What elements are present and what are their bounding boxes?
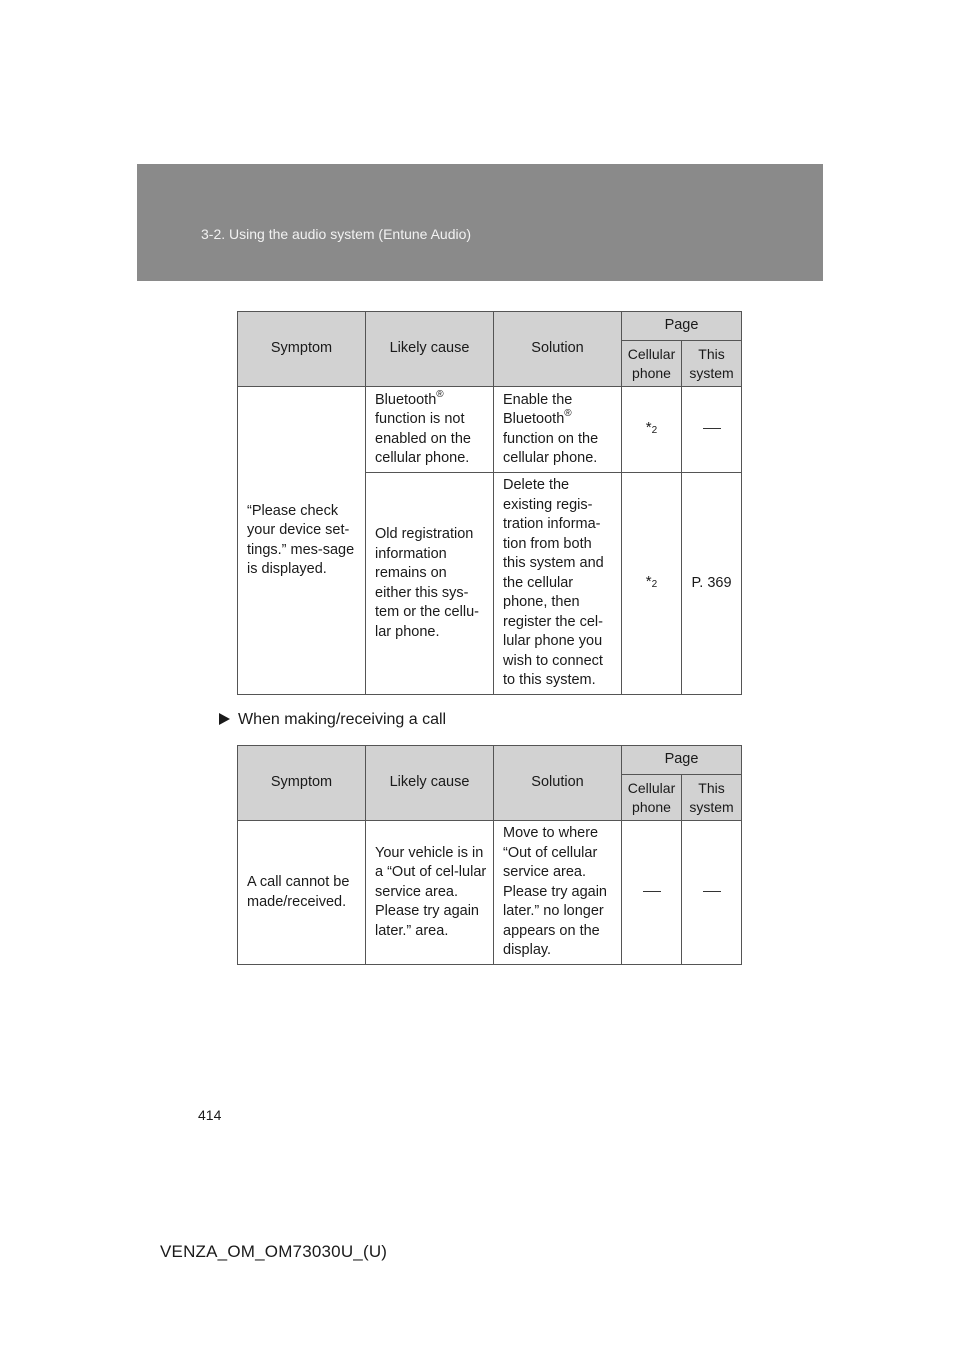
solution-cell [494, 387, 622, 473]
cause-cell: Old registration information remains on either this sys-tem or the cellu-lar phone. [366, 473, 494, 695]
subsection-heading-text: When making/receiving a call [238, 711, 447, 728]
triangle-bullet-icon [219, 713, 230, 725]
cause-cell [366, 387, 494, 473]
solution-text-rest: function on the cellular phone. [503, 430, 599, 466]
footnote-marker: $*_2$ [645, 573, 658, 591]
header-solution: Solution [494, 312, 622, 387]
cellular-page-cell [622, 387, 682, 473]
header-symptom: Symptom [238, 746, 366, 821]
not-applicable-dash [703, 428, 721, 429]
header-page: Page [622, 312, 742, 341]
troubleshooting-table-1 [237, 311, 742, 695]
footnote-marker: $*_2$ [645, 419, 658, 437]
page-number: 414 [198, 1107, 222, 1123]
header-cellular-phone: Cellular phone [622, 775, 682, 821]
subsection-heading [219, 711, 446, 729]
header-this-system: This system [682, 341, 742, 387]
document-footer-code: VENZA_OM_OM73030U_(U) [160, 1242, 388, 1261]
registered-mark: ® [436, 388, 444, 400]
table-row [238, 821, 742, 965]
section-title: 3-2. Using the audio system (Entune Audio) [201, 226, 472, 242]
header-symptom: Symptom [238, 312, 366, 387]
header-this-system: This system [682, 775, 742, 821]
section-header-bar [137, 164, 823, 281]
header-cellular-phone: Cellular phone [622, 341, 682, 387]
solution-text: Enable the Bluetooth [503, 391, 573, 427]
cause-cell: Your vehicle is in a “Out of cel-lular service area. Please try again later.” area. [366, 821, 494, 965]
solution-cell: Move to where “Out of cellular service area. Please try again later.” no longer appears on the display. [494, 821, 622, 965]
this-system-page-cell [682, 387, 742, 473]
header-likely-cause: Likely cause [366, 312, 494, 387]
this-system-page-cell [682, 821, 742, 965]
header-solution: Solution [494, 746, 622, 821]
cause-text-rest: function is not enabled on the cellular phone. [375, 411, 471, 466]
cause-text: Bluetooth [375, 391, 437, 408]
table-row [238, 387, 742, 473]
not-applicable-dash [643, 891, 661, 892]
this-system-page-cell: P. 369 [682, 473, 742, 695]
not-applicable-dash [703, 891, 721, 892]
solution-cell: Delete the existing regis-tration informa-tion from both this system and the cellular phone, then register the cel-lular phone you wish to connect to this system. [494, 473, 622, 695]
cellular-page-cell [622, 821, 682, 965]
symptom-cell: “Please check your device set-tings.” mes-sage is displayed. [238, 387, 366, 695]
troubleshooting-table-2 [237, 745, 742, 965]
registered-mark: ® [564, 408, 572, 419]
header-likely-cause: Likely cause [366, 746, 494, 821]
header-page: Page [622, 746, 742, 775]
cellular-page-cell [622, 473, 682, 695]
symptom-cell: A call cannot be made/received. [238, 821, 366, 965]
